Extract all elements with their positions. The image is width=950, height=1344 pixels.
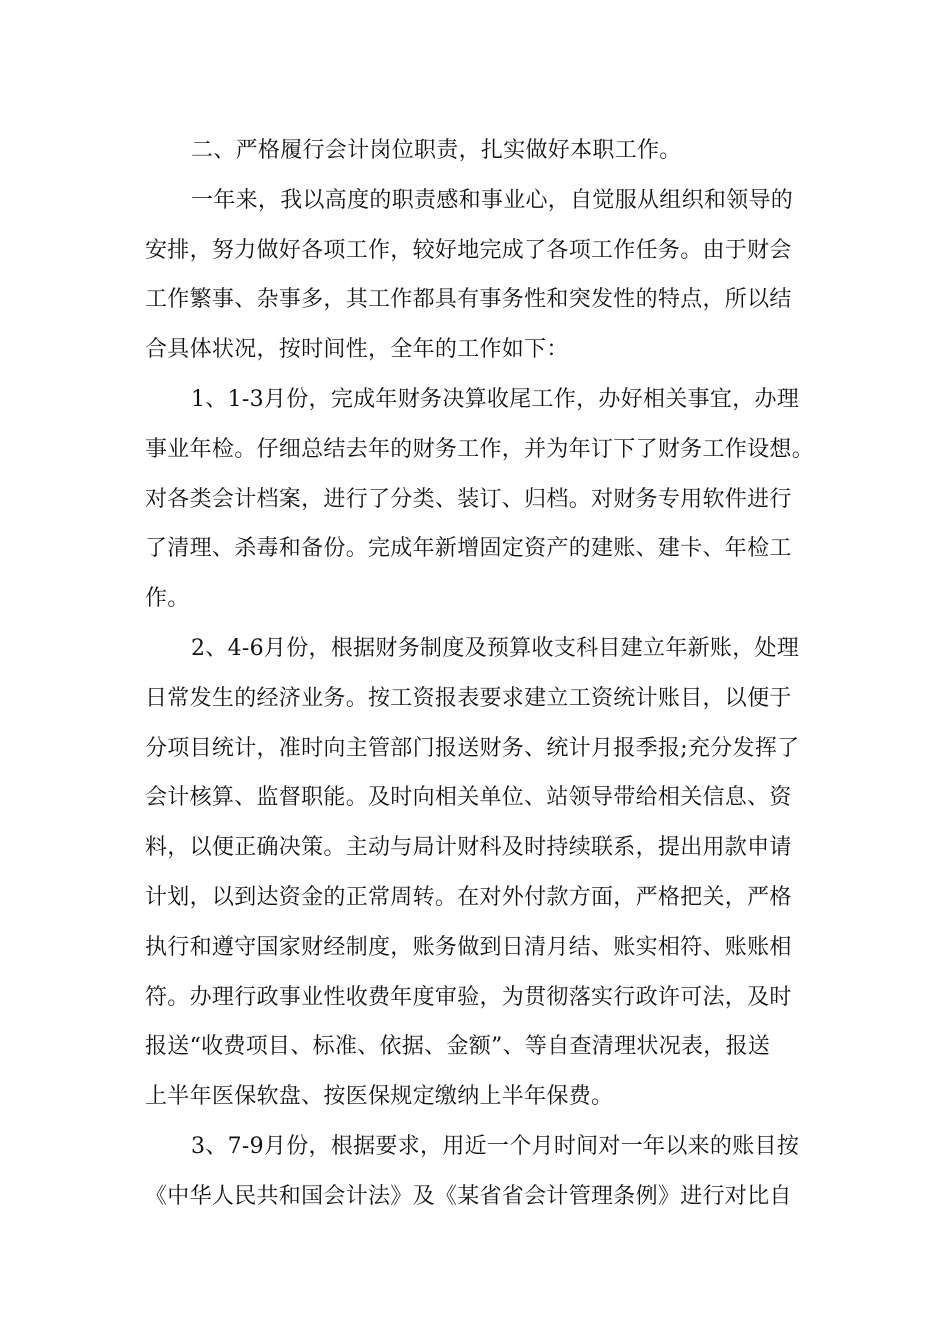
paragraph-line: 1、1-3月份，完成年财务决算收尾工作，办好相关事宜，办理 bbox=[191, 386, 800, 412]
paragraph-line: 计划，以到达资金的正常周转。在对外付款方面，严格把关，严格 bbox=[145, 884, 792, 910]
paragraph-line: 对各类会计档案，进行了分类、装订、归档。对财务专用软件进行 bbox=[145, 486, 792, 512]
paragraph-line: 事业年检。仔细总结去年的财务工作，并为年订下了财务工作设想。 bbox=[145, 436, 815, 462]
paragraph-line: 日常发生的经济业务。按工资报表要求建立工资统计账目，以便于 bbox=[145, 685, 792, 711]
document-body bbox=[145, 126, 825, 1222]
paragraph-line: 分项目统计，准时向主管部门报送财务、统计月报季报;充分发挥了 bbox=[145, 735, 800, 761]
paragraph-line: 安排，努力做好各项工作，较好地完成了各项工作任务。由于财会 bbox=[145, 237, 792, 263]
paragraph-line: 执行和遵守国家财经制度，账务做到日清月结、账实相符、账账相 bbox=[145, 934, 792, 960]
paragraph-line: 作。 bbox=[145, 586, 190, 612]
paragraph-line: 合具体状况，按时间性，全年的工作如下： bbox=[145, 337, 569, 363]
paragraph-line: 上半年医保软盘、按医保规定缴纳上半年保费。 bbox=[145, 1084, 614, 1110]
paragraph-line: 了清理、杀毒和备份。完成年新增固定资产的建账、建卡、年检工 bbox=[145, 536, 792, 562]
section-heading: 二、严格履行会计岗位职责，扎实做好本职工作。 bbox=[191, 138, 682, 163]
paragraph-line: 工作繁事、杂事多，其工作都具有事务性和突发性的特点，所以结 bbox=[145, 287, 792, 313]
paragraph-line: 一年来，我以高度的职责感和事业心，自觉服从组织和领导的 bbox=[191, 187, 794, 213]
paragraph-line: 3、7-9月份，根据要求，用近一个月时间对一年以来的账目按 bbox=[191, 1133, 800, 1159]
paragraph-line: 报送“收费项目、标准、依据、金额”、等自查清理状况表，报送 bbox=[145, 1034, 771, 1060]
paragraph-line: 符。办理行政事业性收费年度审验，为贯彻落实行政许可法，及时 bbox=[145, 984, 792, 1010]
paragraph-line: 《中华人民共和国会计法》及《某省省会计管理条例》进行对比自 bbox=[145, 1183, 792, 1209]
paragraph-line: 2、4-6月份，根据财务制度及预算收支科目建立年新账，处理 bbox=[191, 635, 800, 661]
paragraph-line: 料，以便正确决策。主动与局计财科及时持续联系，提出用款申请 bbox=[145, 835, 792, 861]
paragraph-line: 会计核算、监督职能。及时向相关单位、站领导带给相关信息、资 bbox=[145, 785, 792, 811]
